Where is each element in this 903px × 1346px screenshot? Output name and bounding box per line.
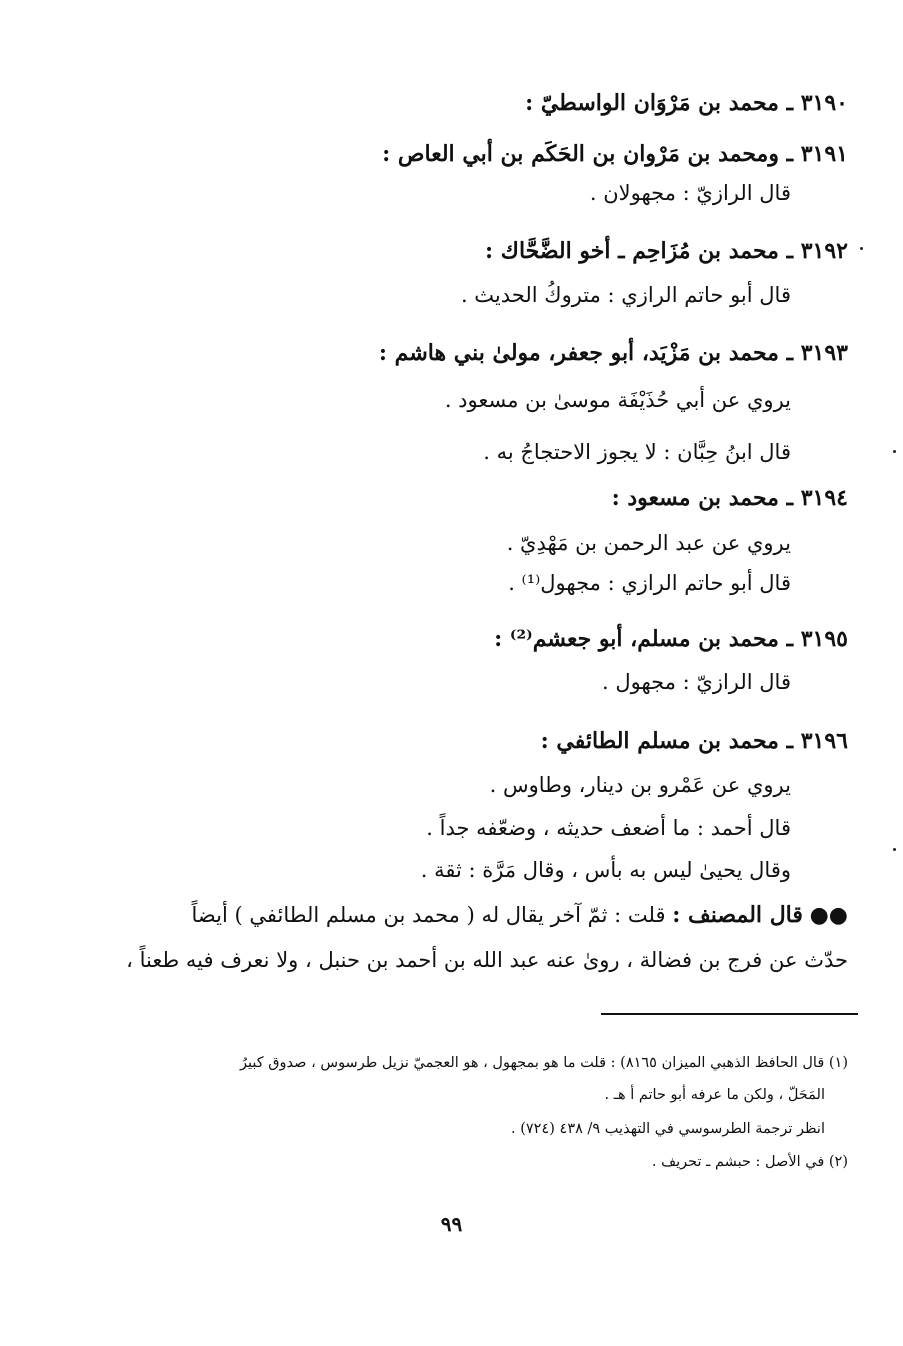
entry-3196-line-3: وقال يحيىٰ ليس به بأس ، وقال مَرَّة : ثقة . [420, 858, 791, 882]
footnote-separator [601, 1013, 858, 1015]
entry-3190-heading: ٣١٩٠ ـ محمد بن مَرْوَان الواسطيّ : [525, 90, 848, 116]
footnote-2: (٢) في الأصل : حبشم ـ تحريف . [651, 1154, 848, 1170]
author-note-marker: ●● [809, 902, 848, 928]
entry-3192-line: قال أبو حاتم الرازي : متروكُ الحديث . [460, 283, 791, 307]
entry-3193-line-1: يروي عن أبي حُذَيْفَة موسىٰ بن مسعود . [444, 388, 791, 412]
footnote-1-line-3: انظر ترجمة الطرسوسي في التهذيب ٩/ ٤٣٨ (٧٢٤) . [510, 1121, 825, 1137]
page-number: ٩٩ [440, 1212, 463, 1236]
author-note-text-1: قلت : ثمّ آخر يقال له ( محمد بن مسلم الطائفي ) أيضاً [191, 903, 666, 927]
entry-3195-line: قال الرازيّ : مجهول . [602, 670, 791, 694]
entry-3193-line-2: قال ابنُ حِبَّان : لا يجوز الاحتجاجُ به . [483, 440, 791, 464]
entry-3196-line-1: يروي عن عَمْرو بن دينار، وطاوس . [489, 773, 791, 797]
footnote-1-line-2: المَحَلّ ، ولكن ما عرفه أبو حاتم أ هـ . [604, 1087, 825, 1103]
scan-mark [860, 247, 863, 250]
footnote-1-line-1: (١) قال الحافظ الذهبي الميزان ٨١٦٥) : قلت ما هو بمجهول ، هو العجميّ نزيل طرسوس ، صدوق كبيرُ [240, 1055, 848, 1071]
scan-mark [893, 450, 896, 453]
entry-3193-heading: ٣١٩٣ ـ محمد بن مَزْيَد، أبو جعفر، مولىٰ بني هاشم : [378, 340, 848, 366]
scan-mark [893, 848, 896, 851]
author-note-line-1 [192, 904, 848, 926]
entry-3194-line-1: يروي عن عبد الرحمن بن مَهْدِيّ . [506, 531, 791, 555]
entry-3194-heading: ٣١٩٤ ـ محمد بن مسعود : [611, 485, 848, 511]
entry-3195-heading: ٣١٩٥ ـ محمد بن مسلم، أبو جعشم⁽²⁾ : [494, 626, 848, 652]
entry-3194-line-2: قال أبو حاتم الرازي : مجهول⁽¹⁾ . [508, 571, 791, 595]
entry-3196-line-2: قال أحمد : ما أضعف حديثه ، وضعّفه جداً . [426, 816, 791, 840]
entry-3191-line: قال الرازيّ : مجهولان . [589, 181, 791, 205]
entry-3196-heading: ٣١٩٦ ـ محمد بن مسلم الطائفي : [540, 728, 848, 754]
entry-3191-heading: ٣١٩١ ـ ومحمد بن مَرْوان بن الحَكَم بن أبي العاص : [382, 141, 848, 167]
entry-3192-heading: ٣١٩٢ ـ محمد بن مُزَاحِم ـ أخو الضَّحَّاك : [485, 238, 848, 264]
author-note-line-2: حدّث عن فرج بن فضالة ، روىٰ عنه عبد الله بن أحمد بن حنبل ، ولا نعرف فيه طعناً ، [126, 948, 848, 972]
author-note-label: قال المصنف : [672, 902, 803, 928]
